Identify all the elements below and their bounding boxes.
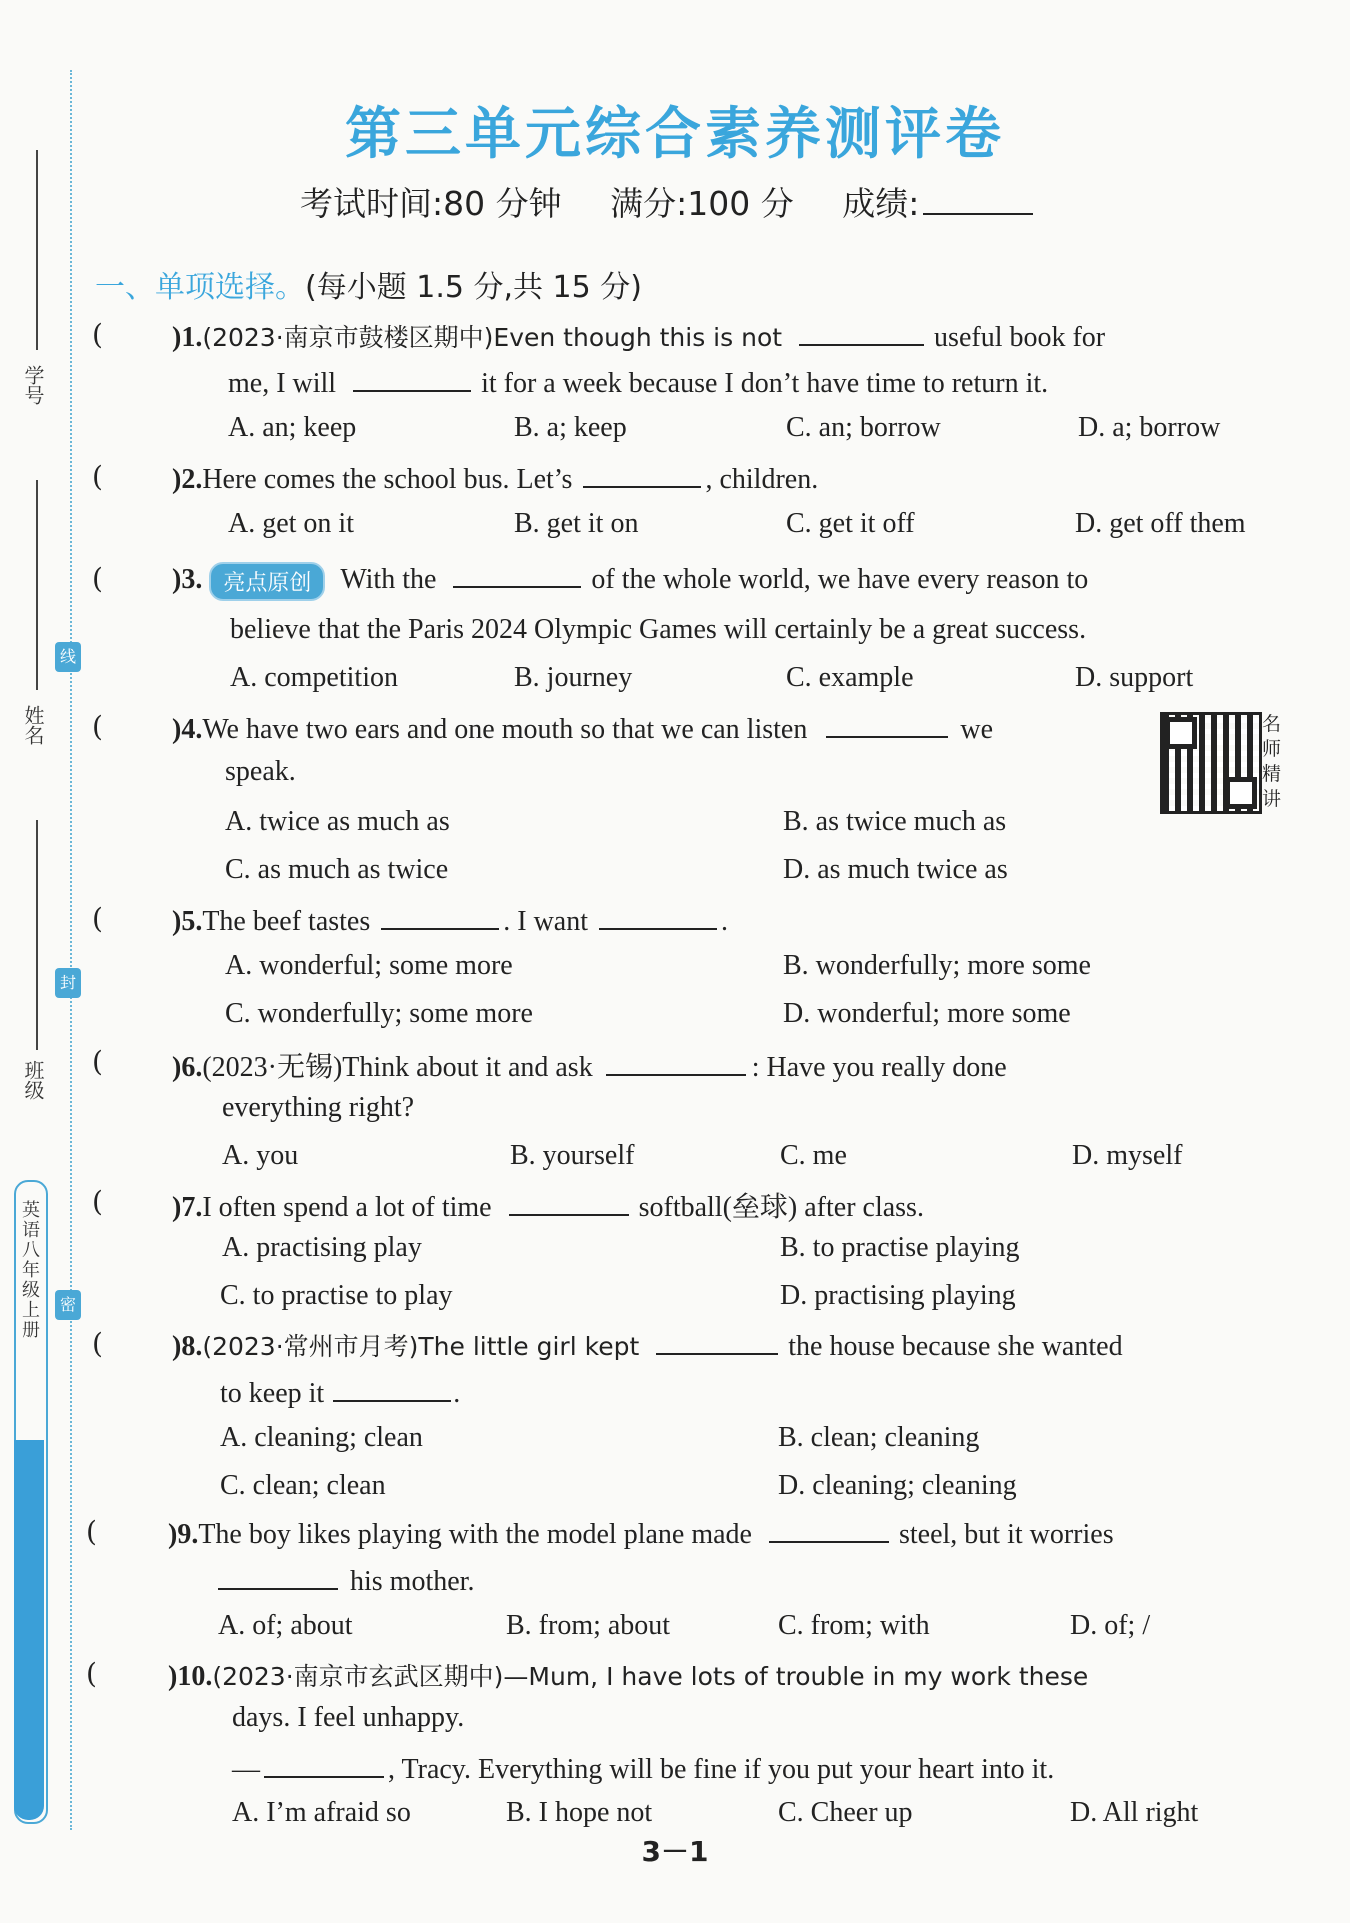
section-note: (每小题 1.5 分,共 15 分) — [305, 270, 642, 305]
question-text: days. I feel unhappy. — [232, 1702, 465, 1733]
question-text: everything right? — [222, 1092, 415, 1123]
question-text — [218, 1562, 474, 1598]
score-label: 满分:100 分 — [610, 184, 794, 223]
question-number: )5. — [172, 906, 203, 937]
answer-paren: ( — [92, 318, 103, 351]
class-blank — [36, 820, 38, 1050]
answer-blank — [583, 460, 701, 488]
option-a[interactable]: A. of; about — [218, 1610, 353, 1641]
option-c[interactable]: C. from; with — [778, 1610, 930, 1641]
answer-blank — [264, 1750, 384, 1778]
question-line: softball(垒球) after class. — [638, 1192, 924, 1223]
option-a[interactable]: A. I’m afraid so — [232, 1797, 411, 1828]
answer-blank — [353, 364, 471, 392]
option-c[interactable]: C. wonderfully; some more — [225, 998, 533, 1029]
question-text — [232, 1750, 1054, 1786]
question-text — [172, 902, 728, 938]
class-label: 班级 — [21, 1060, 45, 1100]
answer-paren: ( — [92, 460, 103, 493]
question-line: of the whole world, we have every reason to — [591, 564, 1089, 595]
question-text — [168, 1657, 1088, 1693]
qr-code[interactable] — [1160, 712, 1262, 814]
question-number: )7. — [172, 1192, 203, 1223]
student-id-blank — [36, 150, 38, 350]
option-b[interactable]: B. a; keep — [514, 412, 627, 443]
answer-blank — [381, 902, 499, 930]
option-c[interactable]: C. me — [780, 1140, 847, 1171]
option-d[interactable]: D. of; / — [1070, 1610, 1151, 1641]
series-fill — [14, 1440, 44, 1820]
question-line: (2023·常州市月考)The little girl kept — [202, 1332, 640, 1361]
answer-blank — [509, 1188, 629, 1216]
answer-blank — [826, 710, 948, 738]
question-line: The beef tastes — [202, 906, 371, 937]
option-a[interactable]: A. cleaning; clean — [220, 1422, 423, 1453]
option-d[interactable]: D. All right — [1070, 1797, 1199, 1828]
option-b[interactable]: B. clean; cleaning — [778, 1422, 980, 1453]
option-d[interactable]: D. as much twice as — [783, 854, 1008, 885]
question-text — [228, 364, 1048, 400]
question-line: . — [453, 1378, 461, 1409]
question-number: )8. — [172, 1331, 203, 1362]
question-line: . I want — [503, 906, 589, 937]
answer-blank — [599, 902, 717, 930]
page-title: 第三单元综合素养测评卷 — [345, 102, 1005, 167]
option-a[interactable]: A. get on it — [228, 508, 354, 539]
question-number: )9. — [168, 1519, 199, 1550]
question-line: Here comes the school bus. Let’s — [202, 464, 573, 495]
question-line: it for a week because I don’t have time to return it. — [481, 368, 1049, 399]
question-line: The boy likes playing with the model plane made — [198, 1519, 752, 1550]
original-badge: 亮点原创 — [209, 562, 325, 601]
option-c[interactable]: C. an; borrow — [786, 412, 941, 443]
question-text — [172, 1185, 924, 1225]
name-label: 姓名 — [21, 705, 45, 745]
name-blank — [36, 480, 38, 690]
question-text: believe that the Paris 2024 Olympic Games will certainly be a great success. — [230, 614, 1087, 645]
option-d[interactable]: D. cleaning; cleaning — [778, 1470, 1017, 1501]
secret-badge: 密 — [55, 1290, 81, 1320]
question-text — [172, 560, 1088, 601]
question-number: )10. — [168, 1661, 213, 1692]
question-line: , children. — [705, 464, 819, 495]
question-number: )1. — [172, 322, 203, 353]
cut-line — [70, 70, 72, 1830]
option-d[interactable]: D. practising playing — [780, 1280, 1016, 1311]
question-text — [168, 1515, 1114, 1551]
option-c[interactable]: C. Cheer up — [778, 1797, 913, 1828]
time-label: 考试时间:80 分钟 — [300, 184, 562, 223]
option-b[interactable]: B. I hope not — [506, 1797, 653, 1828]
question-number: )3. — [172, 564, 203, 595]
question-line: I often spend a lot of time — [202, 1192, 492, 1223]
answer-paren: ( — [86, 1657, 97, 1690]
question-line: — — [232, 1754, 260, 1785]
answer-blank — [218, 1562, 338, 1590]
option-b[interactable]: B. yourself — [510, 1140, 635, 1171]
question-text — [220, 1374, 460, 1410]
option-a[interactable]: A. an; keep — [228, 412, 357, 443]
question-line: me, I will — [228, 368, 337, 399]
option-a[interactable]: A. twice as much as — [225, 806, 450, 837]
question-line: With the — [340, 564, 437, 595]
question-line: steel, but it worries — [898, 1519, 1114, 1550]
question-text — [172, 1045, 1007, 1085]
question-text: speak. — [225, 756, 296, 787]
option-b[interactable]: B. from; about — [506, 1610, 671, 1641]
option-d[interactable]: D. support — [1075, 662, 1194, 693]
section-number: 一、单项选择。 — [95, 270, 305, 305]
answer-paren: ( — [92, 1045, 103, 1078]
answer-paren: ( — [86, 1515, 97, 1548]
seal-badge: 封 — [55, 968, 81, 998]
answer-paren: ( — [92, 562, 103, 595]
question-line: . — [721, 906, 729, 937]
answer-paren: ( — [92, 1185, 103, 1218]
question-line: we — [960, 714, 993, 745]
option-c[interactable]: C. get it off — [786, 508, 915, 539]
option-a[interactable]: A. practising play — [222, 1232, 422, 1263]
option-d[interactable]: D. get off them — [1075, 508, 1246, 539]
question-line: : Have you really done — [751, 1052, 1007, 1083]
question-number: )6. — [172, 1052, 203, 1083]
question-line: (2023·无锡)Think about it and ask — [202, 1052, 593, 1083]
student-id-label: 学号 — [21, 365, 45, 405]
binding-margin — [0, 0, 90, 1923]
question-text — [172, 460, 818, 496]
option-b[interactable]: B. get it on — [514, 508, 639, 539]
option-d[interactable]: D. a; borrow — [1078, 412, 1221, 443]
question-line: his mother. — [350, 1566, 475, 1597]
answer-blank — [606, 1048, 746, 1076]
answer-paren: ( — [92, 710, 103, 743]
question-text — [172, 318, 1105, 354]
answer-paren: ( — [92, 1327, 103, 1360]
option-c[interactable]: C. example — [786, 662, 914, 693]
option-b[interactable]: B. to practise playing — [780, 1232, 1020, 1263]
answer-blank — [333, 1374, 451, 1402]
answer-blank — [453, 560, 581, 588]
answer-blank — [656, 1327, 778, 1355]
question-text — [172, 710, 993, 746]
option-c[interactable]: C. as much as twice — [225, 854, 449, 885]
grade-blank — [923, 213, 1033, 215]
question-line: the house because she wanted — [788, 1331, 1123, 1362]
question-number: )2. — [172, 464, 203, 495]
qr-label: 名师精讲 — [1262, 713, 1282, 810]
answer-blank — [769, 1515, 889, 1543]
answer-blank — [799, 318, 924, 346]
grade-label: 成绩: — [842, 184, 920, 223]
option-c[interactable]: C. to practise to play — [220, 1280, 453, 1311]
question-line: (2023·南京市鼓楼区期中)Even though this is not — [202, 323, 783, 352]
option-b[interactable]: B. journey — [514, 662, 633, 693]
line-badge: 线 — [55, 642, 81, 672]
option-b[interactable]: B. as twice much as — [783, 806, 1007, 837]
option-a[interactable]: A. you — [222, 1140, 299, 1171]
question-text — [172, 1327, 1123, 1363]
option-a[interactable]: A. competition — [230, 662, 398, 693]
question-line: to keep it — [220, 1378, 325, 1409]
question-number: )4. — [172, 714, 203, 745]
section-heading — [95, 262, 642, 306]
exam-meta — [300, 178, 1033, 225]
option-d[interactable]: D. myself — [1072, 1140, 1183, 1171]
page-number: 3－1 — [641, 1835, 709, 1868]
option-a[interactable]: A. wonderful; some more — [225, 950, 513, 981]
option-c[interactable]: C. clean; clean — [220, 1470, 386, 1501]
question-line: (2023·南京市玄武区期中)—Mum, I have lots of trouble in my work these — [212, 1662, 1089, 1691]
option-b[interactable]: B. wonderfully; more some — [783, 950, 1091, 981]
question-line: useful book for — [934, 322, 1106, 353]
answer-paren: ( — [92, 902, 103, 935]
option-d[interactable]: D. wonderful; more some — [783, 998, 1071, 1029]
question-line: , Tracy. Everything will be fine if you put your heart into it. — [388, 1754, 1055, 1785]
question-line: We have two ears and one mouth so that we can listen — [202, 714, 808, 745]
series-title: 英语八年级上册 — [19, 1200, 40, 1340]
